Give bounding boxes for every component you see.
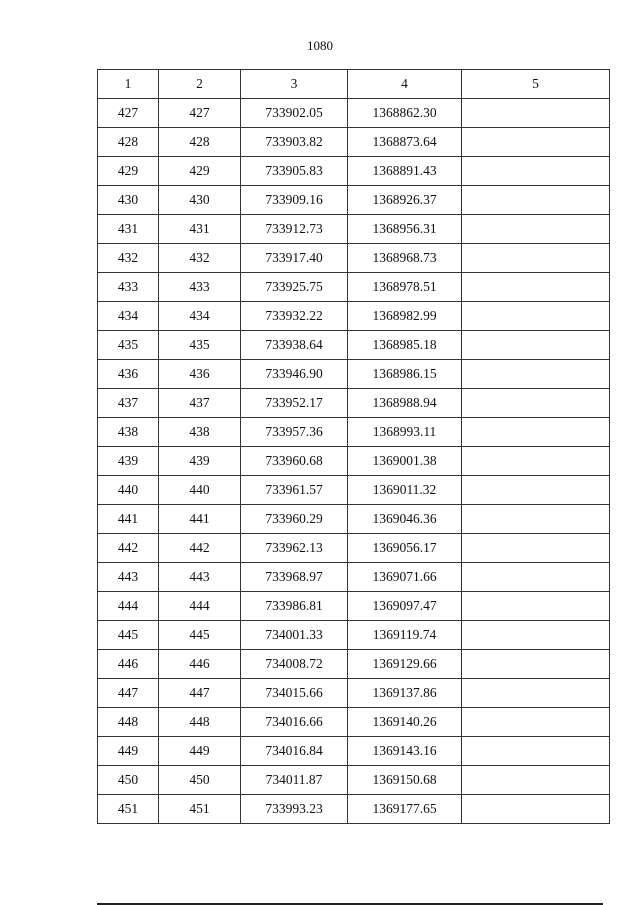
- table-cell: 733946.90: [241, 360, 348, 389]
- table-row: [98, 186, 610, 215]
- table-cell: 440: [98, 476, 159, 505]
- table-cell: 1369150.68: [348, 766, 462, 795]
- table-cell: 734016.66: [241, 708, 348, 737]
- column-header: 1: [98, 70, 159, 99]
- coordinates-table: [97, 69, 610, 824]
- table-cell: 733952.17: [241, 389, 348, 418]
- table-cell: 451: [98, 795, 159, 824]
- table-row: [98, 99, 610, 128]
- table-cell: 429: [98, 157, 159, 186]
- table-row: [98, 302, 610, 331]
- table-cell: 733917.40: [241, 244, 348, 273]
- table-cell: 451: [159, 795, 241, 824]
- table-cell: 734011.87: [241, 766, 348, 795]
- table-cell: 1368986.15: [348, 360, 462, 389]
- table-cell: 448: [159, 708, 241, 737]
- table-cell: 440: [159, 476, 241, 505]
- table-cell: [462, 244, 610, 273]
- table-cell: 1368982.99: [348, 302, 462, 331]
- table-cell: 733938.64: [241, 331, 348, 360]
- table-cell: [462, 418, 610, 447]
- table-cell: 447: [159, 679, 241, 708]
- table-cell: [462, 389, 610, 418]
- table-cell: [462, 215, 610, 244]
- table-row: [98, 650, 610, 679]
- table-cell: [462, 592, 610, 621]
- table-cell: 428: [98, 128, 159, 157]
- table-cell: 733962.13: [241, 534, 348, 563]
- table-cell: 1369129.66: [348, 650, 462, 679]
- table-cell: [462, 128, 610, 157]
- table-cell: 1369071.66: [348, 563, 462, 592]
- table-cell: 436: [98, 360, 159, 389]
- table-cell: 1368985.18: [348, 331, 462, 360]
- table-cell: 427: [159, 99, 241, 128]
- table-cell: 449: [159, 737, 241, 766]
- table-row: [98, 215, 610, 244]
- table-cell: 733903.82: [241, 128, 348, 157]
- table-cell: 1369097.47: [348, 592, 462, 621]
- table-cell: 441: [98, 505, 159, 534]
- table-cell: [462, 737, 610, 766]
- table-row: [98, 157, 610, 186]
- table-cell: 1369143.16: [348, 737, 462, 766]
- table-row: [98, 795, 610, 824]
- table-cell: [462, 708, 610, 737]
- table-cell: [462, 650, 610, 679]
- table-cell: 442: [98, 534, 159, 563]
- table-cell: 1368862.30: [348, 99, 462, 128]
- table-cell: 437: [159, 389, 241, 418]
- table-cell: 734015.66: [241, 679, 348, 708]
- table-cell: 447: [98, 679, 159, 708]
- table-cell: 431: [159, 215, 241, 244]
- table-cell: 733957.36: [241, 418, 348, 447]
- table-cell: 733909.16: [241, 186, 348, 215]
- table-cell: 1368993.11: [348, 418, 462, 447]
- table-cell: 1369056.17: [348, 534, 462, 563]
- table-cell: 430: [98, 186, 159, 215]
- table-row: [98, 534, 610, 563]
- table-row: [98, 476, 610, 505]
- table-cell: 444: [98, 592, 159, 621]
- table-row: [98, 766, 610, 795]
- table-header-row: [98, 70, 610, 99]
- table-row: [98, 389, 610, 418]
- table-row: [98, 563, 610, 592]
- table-row: [98, 273, 610, 302]
- table-cell: 733960.68: [241, 447, 348, 476]
- table-cell: 450: [98, 766, 159, 795]
- table-cell: 442: [159, 534, 241, 563]
- table-cell: 734016.84: [241, 737, 348, 766]
- table-cell: 733912.73: [241, 215, 348, 244]
- table-cell: 433: [98, 273, 159, 302]
- column-header: 4: [348, 70, 462, 99]
- table-cell: 427: [98, 99, 159, 128]
- table-cell: [462, 505, 610, 534]
- table-row: [98, 360, 610, 389]
- table-cell: [462, 157, 610, 186]
- table-cell: 435: [98, 331, 159, 360]
- table-cell: 1368873.64: [348, 128, 462, 157]
- table-cell: 429: [159, 157, 241, 186]
- table-cell: [462, 563, 610, 592]
- table-cell: [462, 360, 610, 389]
- table-cell: 449: [98, 737, 159, 766]
- table-cell: 441: [159, 505, 241, 534]
- table-cell: 1369137.86: [348, 679, 462, 708]
- table-cell: 434: [159, 302, 241, 331]
- table-cell: 1368968.73: [348, 244, 462, 273]
- table-cell: 437: [98, 389, 159, 418]
- table-body: [98, 99, 610, 824]
- table-cell: 734001.33: [241, 621, 348, 650]
- table-cell: [462, 273, 610, 302]
- page-number: 1080: [307, 38, 333, 53]
- table-cell: 1368978.51: [348, 273, 462, 302]
- table-cell: 444: [159, 592, 241, 621]
- table-cell: [462, 99, 610, 128]
- table-cell: 733932.22: [241, 302, 348, 331]
- table-row: [98, 621, 610, 650]
- table-cell: 1369119.74: [348, 621, 462, 650]
- table-cell: [462, 534, 610, 563]
- table-cell: 443: [159, 563, 241, 592]
- table-cell: 434: [98, 302, 159, 331]
- table-row: [98, 418, 610, 447]
- table-cell: 733961.57: [241, 476, 348, 505]
- table-cell: 1369046.36: [348, 505, 462, 534]
- column-header: 3: [241, 70, 348, 99]
- table-cell: 446: [159, 650, 241, 679]
- table-cell: [462, 795, 610, 824]
- table-cell: 445: [159, 621, 241, 650]
- table-cell: 438: [159, 418, 241, 447]
- table-cell: 734008.72: [241, 650, 348, 679]
- table-cell: 432: [159, 244, 241, 273]
- table-cell: 450: [159, 766, 241, 795]
- table-row: [98, 331, 610, 360]
- table-row: [98, 679, 610, 708]
- table-cell: 733960.29: [241, 505, 348, 534]
- table-cell: 733968.97: [241, 563, 348, 592]
- table-cell: 1368956.31: [348, 215, 462, 244]
- table-cell: [462, 186, 610, 215]
- table-cell: 433: [159, 273, 241, 302]
- table-cell: 733905.83: [241, 157, 348, 186]
- table-cell: [462, 476, 610, 505]
- table-cell: 438: [98, 418, 159, 447]
- table-cell: [462, 302, 610, 331]
- table-cell: [462, 621, 610, 650]
- table-cell: 733993.23: [241, 795, 348, 824]
- column-header: 2: [159, 70, 241, 99]
- table-cell: 439: [159, 447, 241, 476]
- table-cell: 448: [98, 708, 159, 737]
- table-cell: 1369001.38: [348, 447, 462, 476]
- table-cell: 435: [159, 331, 241, 360]
- table-cell: 432: [98, 244, 159, 273]
- table-cell: 431: [98, 215, 159, 244]
- table-cell: 1369177.65: [348, 795, 462, 824]
- table-cell: 1369011.32: [348, 476, 462, 505]
- table-cell: [462, 766, 610, 795]
- table-cell: [462, 679, 610, 708]
- table-row: [98, 128, 610, 157]
- column-header: 5: [462, 70, 610, 99]
- table-cell: [462, 447, 610, 476]
- table-row: [98, 447, 610, 476]
- table-row: [98, 244, 610, 273]
- table-row: [98, 737, 610, 766]
- table-cell: 1369140.26: [348, 708, 462, 737]
- table-cell: 1368926.37: [348, 186, 462, 215]
- table-cell: 443: [98, 563, 159, 592]
- table-cell: 436: [159, 360, 241, 389]
- table-cell: 1368988.94: [348, 389, 462, 418]
- table-cell: 733986.81: [241, 592, 348, 621]
- table-cell: 1368891.43: [348, 157, 462, 186]
- table-cell: 733925.75: [241, 273, 348, 302]
- table-row: [98, 708, 610, 737]
- table-row: [98, 505, 610, 534]
- table-cell: 428: [159, 128, 241, 157]
- table-cell: 733902.05: [241, 99, 348, 128]
- table-cell: 439: [98, 447, 159, 476]
- table-cell: 446: [98, 650, 159, 679]
- table-cell: [462, 331, 610, 360]
- table-cell: 430: [159, 186, 241, 215]
- table-cell: 445: [98, 621, 159, 650]
- table-row: [98, 592, 610, 621]
